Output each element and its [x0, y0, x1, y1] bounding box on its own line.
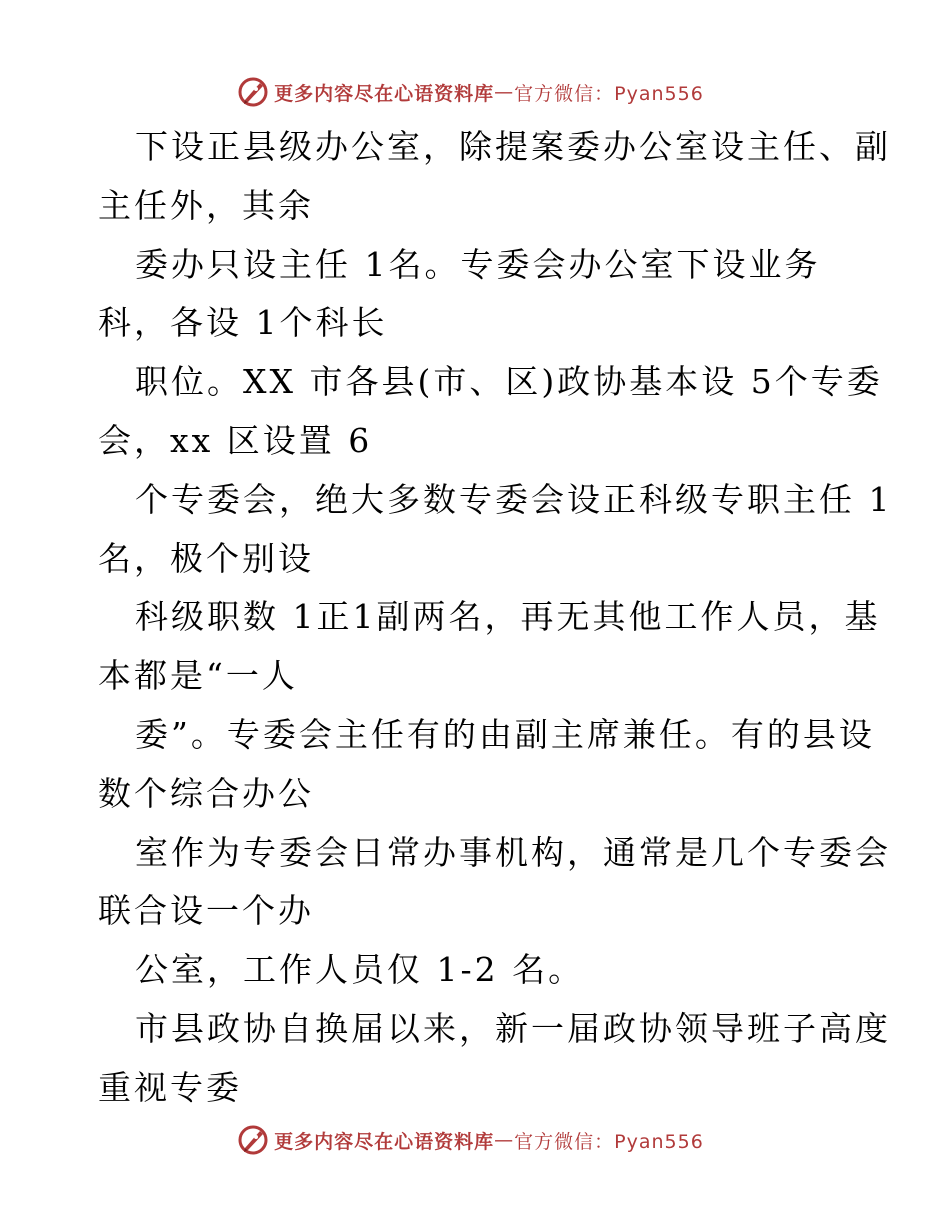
text-line: 科级职数 1正1副两名，再无其他工作人员，基: [135, 597, 881, 636]
watermark-separator: —: [494, 81, 515, 103]
text-line: 室作为专委会日常办事机构，通常是几个专委会: [135, 833, 891, 872]
text-line: 主任外，其余: [98, 186, 314, 225]
watermark-official-account: 官方微信：Pyan556: [514, 82, 704, 105]
pen-in-circle-logo-icon: [236, 75, 270, 109]
text-line: 公室，工作人员仅 1-2 名。: [135, 950, 585, 989]
footer-watermark: [0, 1120, 950, 1160]
text-line: 数个综合办公: [98, 774, 314, 813]
text-line: 本都是“一人: [98, 656, 298, 695]
text-line: 市县政协自换届以来，新一届政协领导班子高度: [135, 1009, 891, 1048]
text-line: 职位。XX 市各县(市、区)政协基本设 5个专委: [135, 362, 883, 401]
text-line: 名，极个别设: [98, 539, 314, 578]
text-line: 重视专委: [98, 1068, 242, 1107]
watermark-content: [236, 1123, 704, 1157]
text-line: 科，各设 1个科长: [98, 303, 388, 342]
watermark-brand-text: 更多内容尽在心语资料库: [274, 82, 495, 105]
text-line: 下设正县级办公室，除提案委办公室设主任、副: [135, 127, 891, 166]
pen-in-circle-logo-icon: [236, 1123, 270, 1157]
text-line: 个专委会，绝大多数专委会设正科级专职主任 1: [135, 480, 893, 519]
watermark-separator: —: [494, 1129, 515, 1151]
text-line: 会，xx 区设置 6: [98, 421, 373, 460]
text-line: 委办只设主任 1名。专委会办公室下设业务: [135, 245, 821, 284]
watermark-official-account: 官方微信：Pyan556: [514, 1130, 704, 1153]
text-line: 委”。专委会主任有的由副主席兼任。有的县设: [135, 715, 875, 754]
header-watermark: [0, 72, 950, 112]
text-line: 联合设一个办: [98, 891, 314, 930]
watermark-brand-text: 更多内容尽在心语资料库: [274, 1130, 495, 1153]
watermark-content: [236, 75, 704, 109]
